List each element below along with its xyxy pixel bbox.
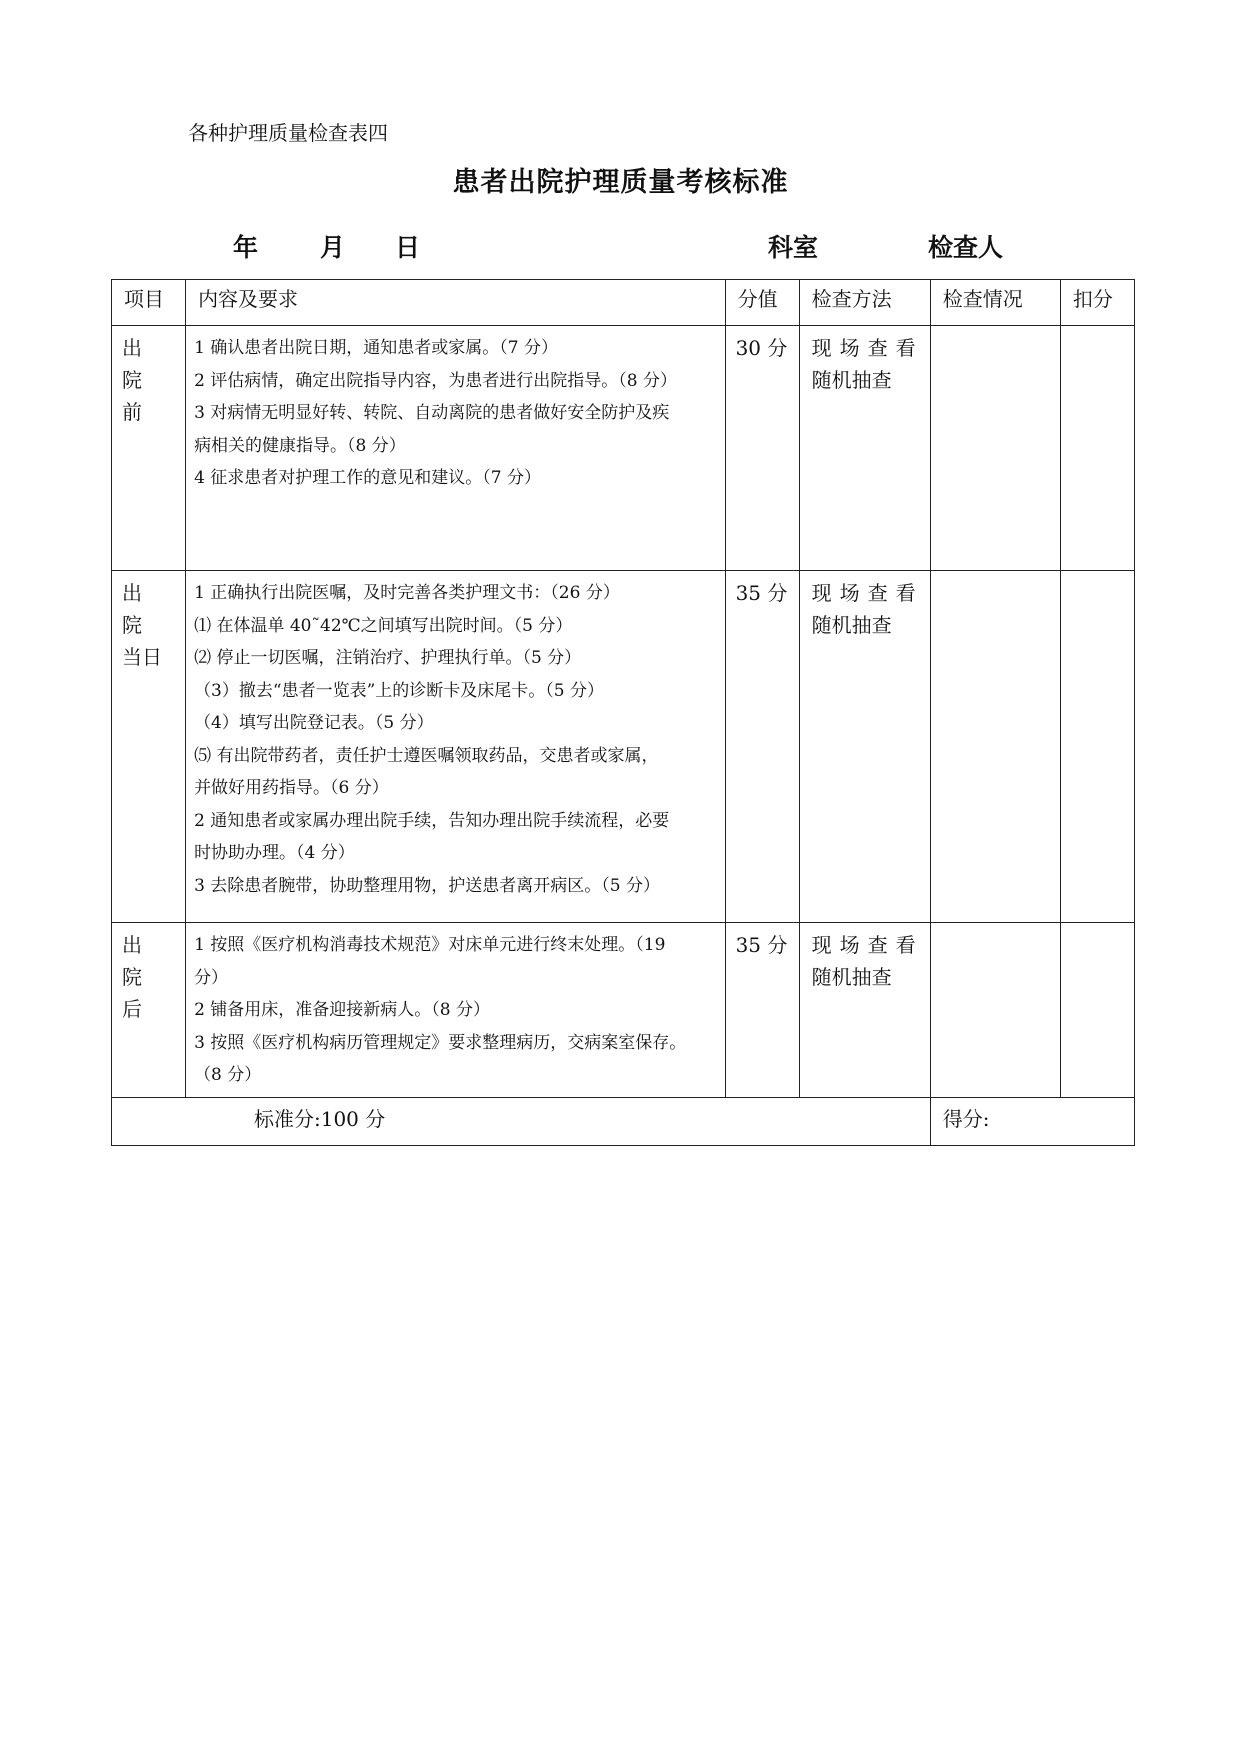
- requirement-line: 1 按照《医疗机构消毒技术规范》对床单元进行终末处理。（19: [194, 935, 666, 955]
- method-label: 现场查看: [811, 933, 924, 957]
- assessment-table: [111, 279, 1135, 1146]
- method-cell: [799, 923, 930, 1098]
- requirement-line: 2 铺备用床，准备迎接新病人。（8 分）: [194, 1000, 491, 1020]
- table-row-after-discharge: [112, 923, 1135, 1098]
- header-content: 内容及要求: [186, 280, 726, 326]
- item-label: 出院: [122, 933, 155, 989]
- department-label: 科室: [768, 233, 819, 262]
- item-cell: [112, 326, 186, 571]
- result-cell[interactable]: [930, 571, 1060, 923]
- content-cell: [186, 326, 726, 571]
- item-label: 后: [122, 997, 142, 1021]
- item-label: 前: [122, 400, 142, 424]
- method-label: 现场查看: [811, 581, 924, 605]
- item-label: 出院: [122, 581, 155, 637]
- method-cell: [799, 326, 930, 571]
- requirement-line: 1 确认患者出院日期，通知患者或家属。（7 分）: [194, 338, 559, 358]
- table-header-row: [112, 280, 1135, 326]
- score-cell: 35 分: [725, 923, 799, 1098]
- method-label: 随机抽查: [811, 965, 892, 989]
- requirement-line: 2 评估病情，确定出院指导内容，为患者进行出院指导。（8 分）: [194, 370, 678, 391]
- score-cell: 35 分: [725, 571, 799, 923]
- header-method: 检查方法: [799, 280, 930, 326]
- method-label: 随机抽查: [811, 368, 892, 392]
- standard-score: 标准分:100 分: [112, 1098, 931, 1146]
- requirement-line: 时协助办理。（4 分）: [194, 843, 355, 863]
- table-row-discharge-day: [112, 571, 1135, 923]
- requirement-line: 病相关的健康指导。（8 分）: [194, 435, 406, 456]
- requirement-line: ⑴ 在体温单 40˜42℃之间填写出院时间。（5 分）: [194, 615, 573, 636]
- month-label: 月: [320, 233, 346, 262]
- requirement-line: 4 征求患者对护理工作的意见和建议。（7 分）: [194, 468, 542, 488]
- result-cell[interactable]: [930, 923, 1060, 1098]
- header-deduct: 扣分: [1060, 280, 1134, 326]
- method-cell: [799, 571, 930, 923]
- obtained-score-field[interactable]: 得分:: [930, 1098, 1134, 1146]
- requirement-line: 并做好用药指导。（6 分）: [194, 778, 389, 798]
- result-cell[interactable]: [930, 326, 1060, 571]
- item-cell: [112, 571, 186, 923]
- header-item: 项目: [112, 280, 186, 326]
- inspector-label: 检查人: [928, 233, 1004, 262]
- method-label: 现场查看: [811, 336, 924, 360]
- form-series-note: 各种护理质量检查表四: [188, 121, 388, 145]
- header-result: 检查情况: [930, 280, 1060, 326]
- item-label: 当日: [122, 645, 162, 669]
- table-footer-row: [112, 1098, 1135, 1146]
- table-row-before-discharge: [112, 326, 1135, 571]
- item-label: 出院: [122, 336, 155, 392]
- requirement-line: （4）填写出院登记表。（5 分）: [194, 713, 434, 733]
- requirement-line: 3 按照《医疗机构病历管理规定》要求整理病历，交病案室保存。: [194, 1032, 687, 1053]
- requirement-line: （8 分）: [194, 1065, 262, 1085]
- day-label: 日: [395, 233, 421, 262]
- document-title: 患者出院护理质量考核标准: [452, 167, 789, 198]
- requirement-line: 2 通知患者或家属办理出院手续，告知办理出院手续流程，必要: [194, 810, 670, 831]
- deduct-cell[interactable]: [1060, 571, 1134, 923]
- header-score: 分值: [725, 280, 799, 326]
- requirement-line: 3 对病情无明显好转、转院、自动离院的患者做好安全防护及疾: [194, 403, 670, 423]
- deduct-cell[interactable]: [1060, 923, 1134, 1098]
- requirement-line: 3 去除患者腕带，协助整理用物，护送患者离开病区。（5 分）: [194, 875, 661, 896]
- deduct-cell[interactable]: [1060, 326, 1134, 571]
- method-label: 随机抽查: [811, 613, 892, 637]
- content-cell: [186, 923, 726, 1098]
- requirement-line: （3）撤去“患者一览表”上的诊断卡及床尾卡。（5 分）: [194, 680, 604, 701]
- requirement-line: 1 正确执行出院医嘱，及时完善各类护理文书：（26 分）: [194, 583, 620, 603]
- requirement-line: 分）: [194, 967, 229, 988]
- content-cell: [186, 571, 726, 923]
- year-label: 年: [233, 233, 259, 262]
- requirement-line: ⑵ 停止一切医嘱，注销治疗、护理执行单。（5 分）: [194, 648, 582, 668]
- item-cell: [112, 923, 186, 1098]
- requirement-line: ⑸ 有出院带药者，责任护士遵医嘱领取药品，交患者或家属，: [194, 745, 659, 766]
- score-cell: 30 分: [725, 326, 799, 571]
